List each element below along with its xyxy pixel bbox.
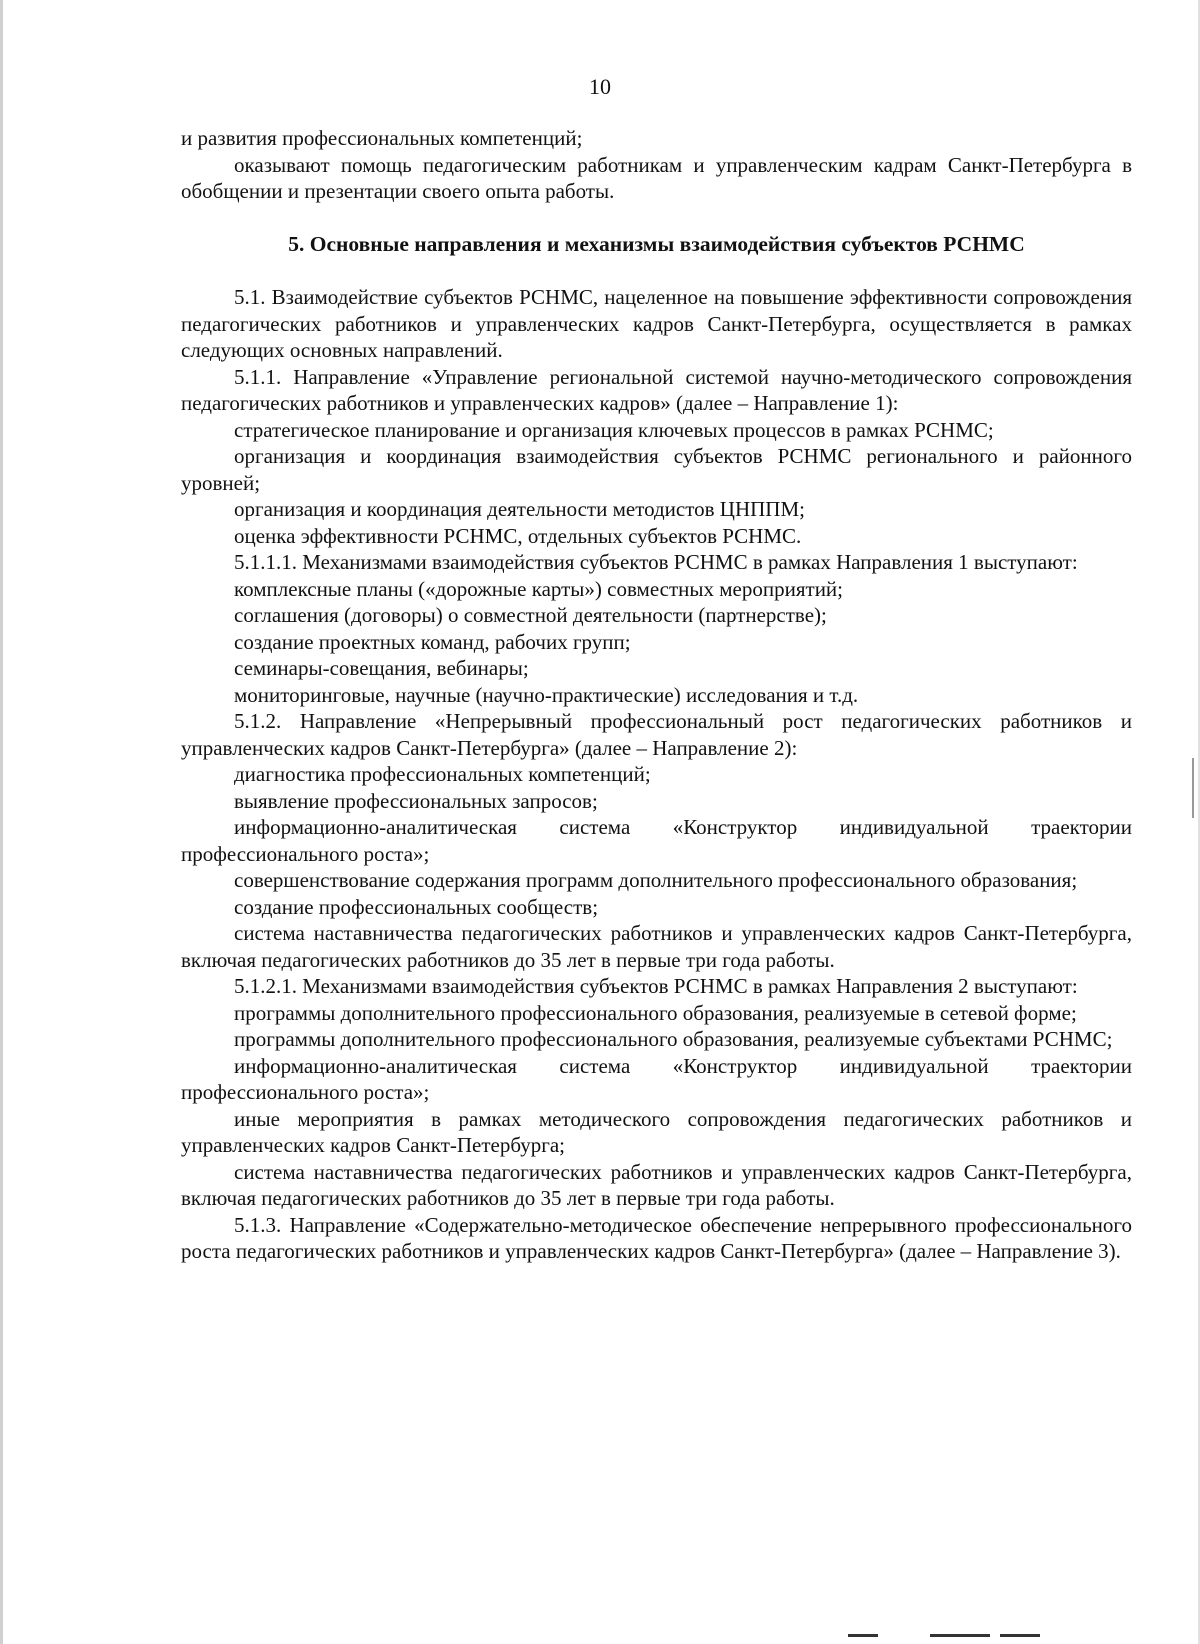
page-number: 10 bbox=[589, 74, 611, 99]
paragraph: семинары-совещания, вебинары; bbox=[234, 656, 529, 680]
paragraph: соглашения (договоры) о совместной деятельности (партнерстве); bbox=[234, 603, 827, 627]
paragraph: стратегическое планирование и организация ключевых процессов в рамках РСНМС; bbox=[234, 417, 994, 442]
document-body bbox=[181, 125, 1132, 1265]
paragraph: 5.1.1.1. Механизмами взаимодействия субъектов РСНМС в рамках Направления 1 выступают: bbox=[234, 550, 1078, 574]
scan-left-edge bbox=[0, 0, 3, 1644]
paragraph: система наставничества педагогических работников и управленческих кадров Санкт-Петербурга, включая педагогических работников до 35 лет в первые три года работы. bbox=[181, 921, 1132, 972]
section-body bbox=[181, 284, 1132, 1265]
paragraph: оценка эффективности РСНМС, отдельных субъектов РСНМС. bbox=[234, 523, 802, 548]
paragraph: комплексные планы («дорожные карты») совместных мероприятий; bbox=[234, 576, 843, 601]
paragraph: 5.1. Взаимодействие субъектов РСНМС, нацеленное на повышение эффективности сопровождения педагогических работников и управленческих кадров Санкт-Петербурга, осуществляется в рамках следующих основных направлений. bbox=[181, 285, 1132, 362]
paragraph: организация и координация деятельности методистов ЦНППМ; bbox=[234, 497, 805, 521]
paragraph: создание проектных команд, рабочих групп; bbox=[234, 629, 631, 654]
paragraph: информационно-аналитическая система «Конструктор индивидуальной траектории профессионального роста»; bbox=[181, 815, 1132, 866]
scan-margin-mark bbox=[1192, 758, 1194, 818]
paragraph: диагностика профессиональных компетенций; bbox=[234, 762, 651, 786]
paragraph: совершенствование содержания программ дополнительного профессионального образования; bbox=[234, 868, 1078, 892]
paragraph: иные мероприятия в рамках методического сопровождения педагогических работников и управленческих кадров Санкт-Петербурга; bbox=[181, 1106, 1132, 1157]
paragraph: создание профессиональных сообществ; bbox=[234, 894, 599, 919]
paragraph: выявление профессиональных запросов; bbox=[234, 788, 598, 813]
section-heading: 5. Основные направления и механизмы взаимодействия субъектов РСНМС bbox=[288, 231, 1025, 256]
paragraph: система наставничества педагогических работников и управленческих кадров Санкт-Петербурга, включая педагогических работников до 35 лет в первые три года работы. bbox=[181, 1159, 1132, 1210]
scan-bottom-mark bbox=[848, 1634, 878, 1637]
paragraph: 5.1.2. Направление «Непрерывный профессиональный рост педагогических работников и управленческих кадров Санкт-Петербурга» (далее – Направление 2): bbox=[181, 709, 1132, 760]
paragraph: и развития профессиональных компетенций; bbox=[181, 126, 583, 150]
scan-bottom-mark bbox=[1000, 1634, 1040, 1637]
paragraph: 5.1.3. Направление «Содержательно-методическое обеспечение непрерывного профессионального роста педагогических работников и управленческих кадров Санкт-Петербурга» (далее – Направление 3). bbox=[181, 1212, 1132, 1263]
paragraph: 5.1.2.1. Механизмами взаимодействия субъектов РСНМС в рамках Направления 2 выступают: bbox=[234, 974, 1078, 998]
paragraph: 5.1.1. Направление «Управление региональной системой научно-методического сопровождения педагогических работников и управленческих кадров» (далее – Направление 1): bbox=[181, 364, 1132, 415]
intro-paragraphs bbox=[181, 125, 1132, 205]
paragraph: организация и координация взаимодействия субъектов РСНМС регионального и районного уровней; bbox=[181, 444, 1132, 495]
paragraph: информационно-аналитическая система «Конструктор индивидуальной траектории профессионального роста»; bbox=[181, 1053, 1132, 1104]
paragraph: оказывают помощь педагогическим работникам и управленческим кадрам Санкт-Петербурга в обобщении и презентации своего опыта работы. bbox=[181, 152, 1132, 203]
scan-bottom-mark bbox=[930, 1634, 990, 1637]
paragraph: программы дополнительного профессионального образования, реализуемые субъектами РСНМС; bbox=[234, 1027, 1113, 1051]
paragraph: программы дополнительного профессионального образования, реализуемые в сетевой форме; bbox=[234, 1000, 1077, 1025]
paragraph: мониторинговые, научные (научно-практические) исследования и т.д. bbox=[234, 682, 859, 707]
